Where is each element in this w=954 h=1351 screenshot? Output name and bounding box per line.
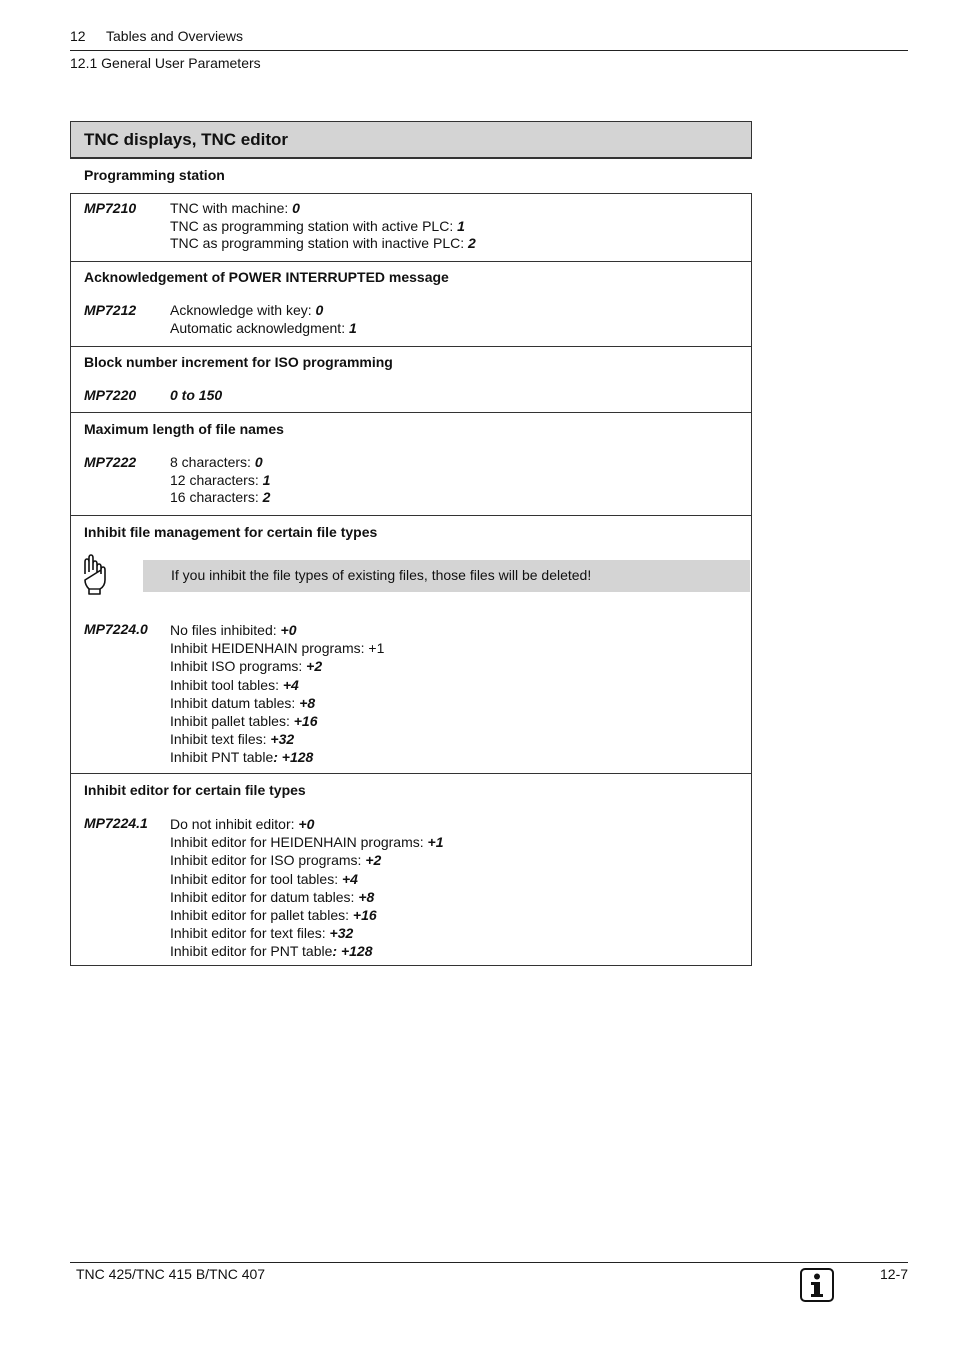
section-divider — [71, 773, 751, 774]
value-line: No files inhibited: +0 — [170, 622, 297, 638]
value-line: 12 characters: 1 — [170, 471, 271, 488]
section-title: 12.1 General User Parameters — [70, 55, 261, 71]
value-list — [170, 815, 444, 961]
value-line: Inhibit editor for ISO programs: +2 — [170, 852, 382, 869]
value-line: 16 characters: 2 — [170, 489, 271, 505]
section-heading: Inhibit editor for certain file types — [84, 782, 306, 798]
value-line: Inhibit editor for PNT table: +128 — [170, 943, 373, 960]
page-number: 12-7 — [880, 1266, 909, 1282]
value-line: 8 characters: 0 — [170, 454, 263, 470]
warning-note — [143, 560, 750, 592]
value-list — [170, 302, 357, 337]
section-heading: Acknowledgement of POWER INTERRUPTED message — [84, 269, 449, 285]
mp-code: MP7224.0 — [84, 621, 148, 637]
value-list — [170, 200, 476, 253]
value-line: Inhibit editor for tool tables: +4 — [170, 870, 358, 887]
section-divider — [71, 346, 751, 347]
value-line: TNC with machine: 0 — [170, 200, 300, 216]
value-line: Inhibit editor for datum tables: +8 — [170, 888, 375, 905]
pointing-hand-icon — [81, 554, 109, 596]
value-line: Inhibit HEIDENHAIN programs: +1 — [170, 640, 385, 657]
value-line: TNC as programming station with active PLC: 1 — [170, 217, 465, 234]
value-line: Acknowledge with key: 0 — [170, 302, 324, 318]
value-list — [170, 387, 222, 405]
value-line: Automatic acknowledgment: 1 — [170, 319, 357, 336]
value-line: TNC as programming station with inactive PLC: 2 — [170, 235, 476, 251]
value-line: Inhibit datum tables: +8 — [170, 694, 316, 711]
value-line: Inhibit text files: +32 — [170, 731, 295, 748]
mp-code: MP7224.1 — [84, 815, 148, 831]
value-line: 0 to 150 — [170, 387, 223, 403]
mp-code: MP7222 — [84, 454, 137, 470]
chapter-number: 12 — [70, 28, 86, 44]
info-icon — [800, 1268, 834, 1302]
value-list — [170, 454, 270, 507]
value-line: Inhibit ISO programs: +2 — [170, 658, 323, 675]
mp-code: MP7220 — [84, 387, 137, 403]
value-line: Inhibit editor for text files: +32 — [170, 925, 354, 942]
value-line: Inhibit pallet tables: +16 — [170, 713, 318, 730]
section-heading: Block number increment for ISO programming — [84, 354, 393, 370]
chapter-title: Tables and Overviews — [106, 28, 243, 44]
parameter-table — [70, 193, 752, 966]
value-list — [170, 621, 384, 767]
section-heading: Inhibit file management for certain file types — [84, 524, 378, 540]
value-line: Inhibit tool tables: +4 — [170, 676, 299, 693]
section-divider — [71, 261, 751, 262]
subtitle: Programming station — [84, 167, 225, 183]
box-title: TNC displays, TNC editor — [84, 130, 289, 149]
footer-rule — [70, 1262, 908, 1263]
footer-model: TNC 425/TNC 415 B/TNC 407 — [76, 1266, 266, 1282]
section-divider — [71, 515, 751, 516]
section-heading: Maximum length of file names — [84, 421, 284, 437]
mp-code: MP7212 — [84, 302, 137, 318]
value-line: Inhibit editor for HEIDENHAIN programs: +1 — [170, 834, 444, 851]
value-line: Inhibit editor for pallet tables: +16 — [170, 907, 377, 924]
mp-code: MP7210 — [84, 200, 137, 216]
box-title-bar — [70, 121, 752, 159]
warning-note-text: If you inhibit the file types of existing files, those files will be deleted! — [171, 567, 592, 583]
value-line: Do not inhibit editor: +0 — [170, 816, 315, 832]
value-line: Inhibit PNT table: +128 — [170, 749, 314, 766]
section-divider — [71, 412, 751, 413]
header-rule — [70, 50, 908, 51]
